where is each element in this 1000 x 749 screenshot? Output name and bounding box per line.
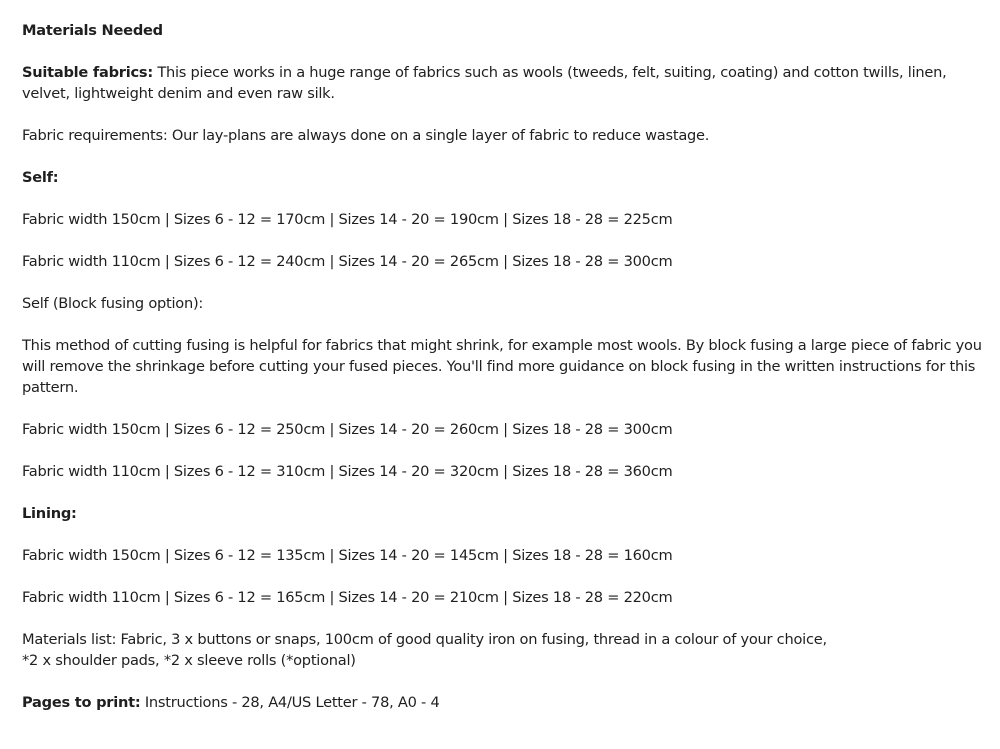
block-fusing-description: This method of cutting fusing is helpful for fabrics that might shrink, for example most wools. By block fusing a large piece of fabric you will remove the shrinkage before cutting your fused pieces. You'll find more guidance on block fusing in the written instructions for this pattern. bbox=[22, 337, 982, 396]
suitable-fabrics-paragraph bbox=[22, 62, 982, 104]
block-fusing-row-150: Fabric width 150cm | Sizes 6 - 12 = 250cm | Sizes 14 - 20 = 260cm | Sizes 18 - 28 = 300cm bbox=[22, 421, 673, 438]
pages-to-print-paragraph bbox=[22, 692, 982, 713]
materials-document bbox=[22, 20, 982, 713]
fabric-requirements-text: Fabric requirements: Our lay-plans are always done on a single layer of fabric to reduce wastage. bbox=[22, 127, 710, 144]
page-title: Materials Needed bbox=[22, 22, 163, 39]
pages-to-print-text: Instructions - 28, A4/US Letter - 78, A0 - 4 bbox=[144, 694, 440, 711]
materials-list-line-2: *2 x shoulder pads, *2 x sleeve rolls (*optional) bbox=[22, 652, 356, 669]
self-row-150: Fabric width 150cm | Sizes 6 - 12 = 170cm | Sizes 14 - 20 = 190cm | Sizes 18 - 28 = 225cm bbox=[22, 211, 673, 228]
pages-to-print-label: Pages to print: bbox=[22, 694, 141, 711]
materials-list-line-1: Materials list: Fabric, 3 x buttons or snaps, 100cm of good quality iron on fusing, thread in a colour of your choice, bbox=[22, 631, 827, 648]
lining-heading: Lining: bbox=[22, 505, 77, 522]
suitable-fabrics-text: This piece works in a huge range of fabrics such as wools (tweeds, felt, suiting, coating) and cotton twills, linen, velvet, lightweight denim and even raw silk. bbox=[22, 64, 947, 102]
self-heading: Self: bbox=[22, 169, 59, 186]
block-fusing-row-110: Fabric width 110cm | Sizes 6 - 12 = 310cm | Sizes 14 - 20 = 320cm | Sizes 18 - 28 = 360cm bbox=[22, 463, 673, 480]
suitable-fabrics-label: Suitable fabrics: bbox=[22, 64, 153, 81]
lining-row-110: Fabric width 110cm | Sizes 6 - 12 = 165cm | Sizes 14 - 20 = 210cm | Sizes 18 - 28 = 220cm bbox=[22, 589, 673, 606]
materials-list-paragraph bbox=[22, 629, 982, 671]
self-row-110: Fabric width 110cm | Sizes 6 - 12 = 240cm | Sizes 14 - 20 = 265cm | Sizes 18 - 28 = 300cm bbox=[22, 253, 673, 270]
block-fusing-heading: Self (Block fusing option): bbox=[22, 295, 204, 312]
lining-row-150: Fabric width 150cm | Sizes 6 - 12 = 135cm | Sizes 14 - 20 = 145cm | Sizes 18 - 28 = 160cm bbox=[22, 547, 673, 564]
